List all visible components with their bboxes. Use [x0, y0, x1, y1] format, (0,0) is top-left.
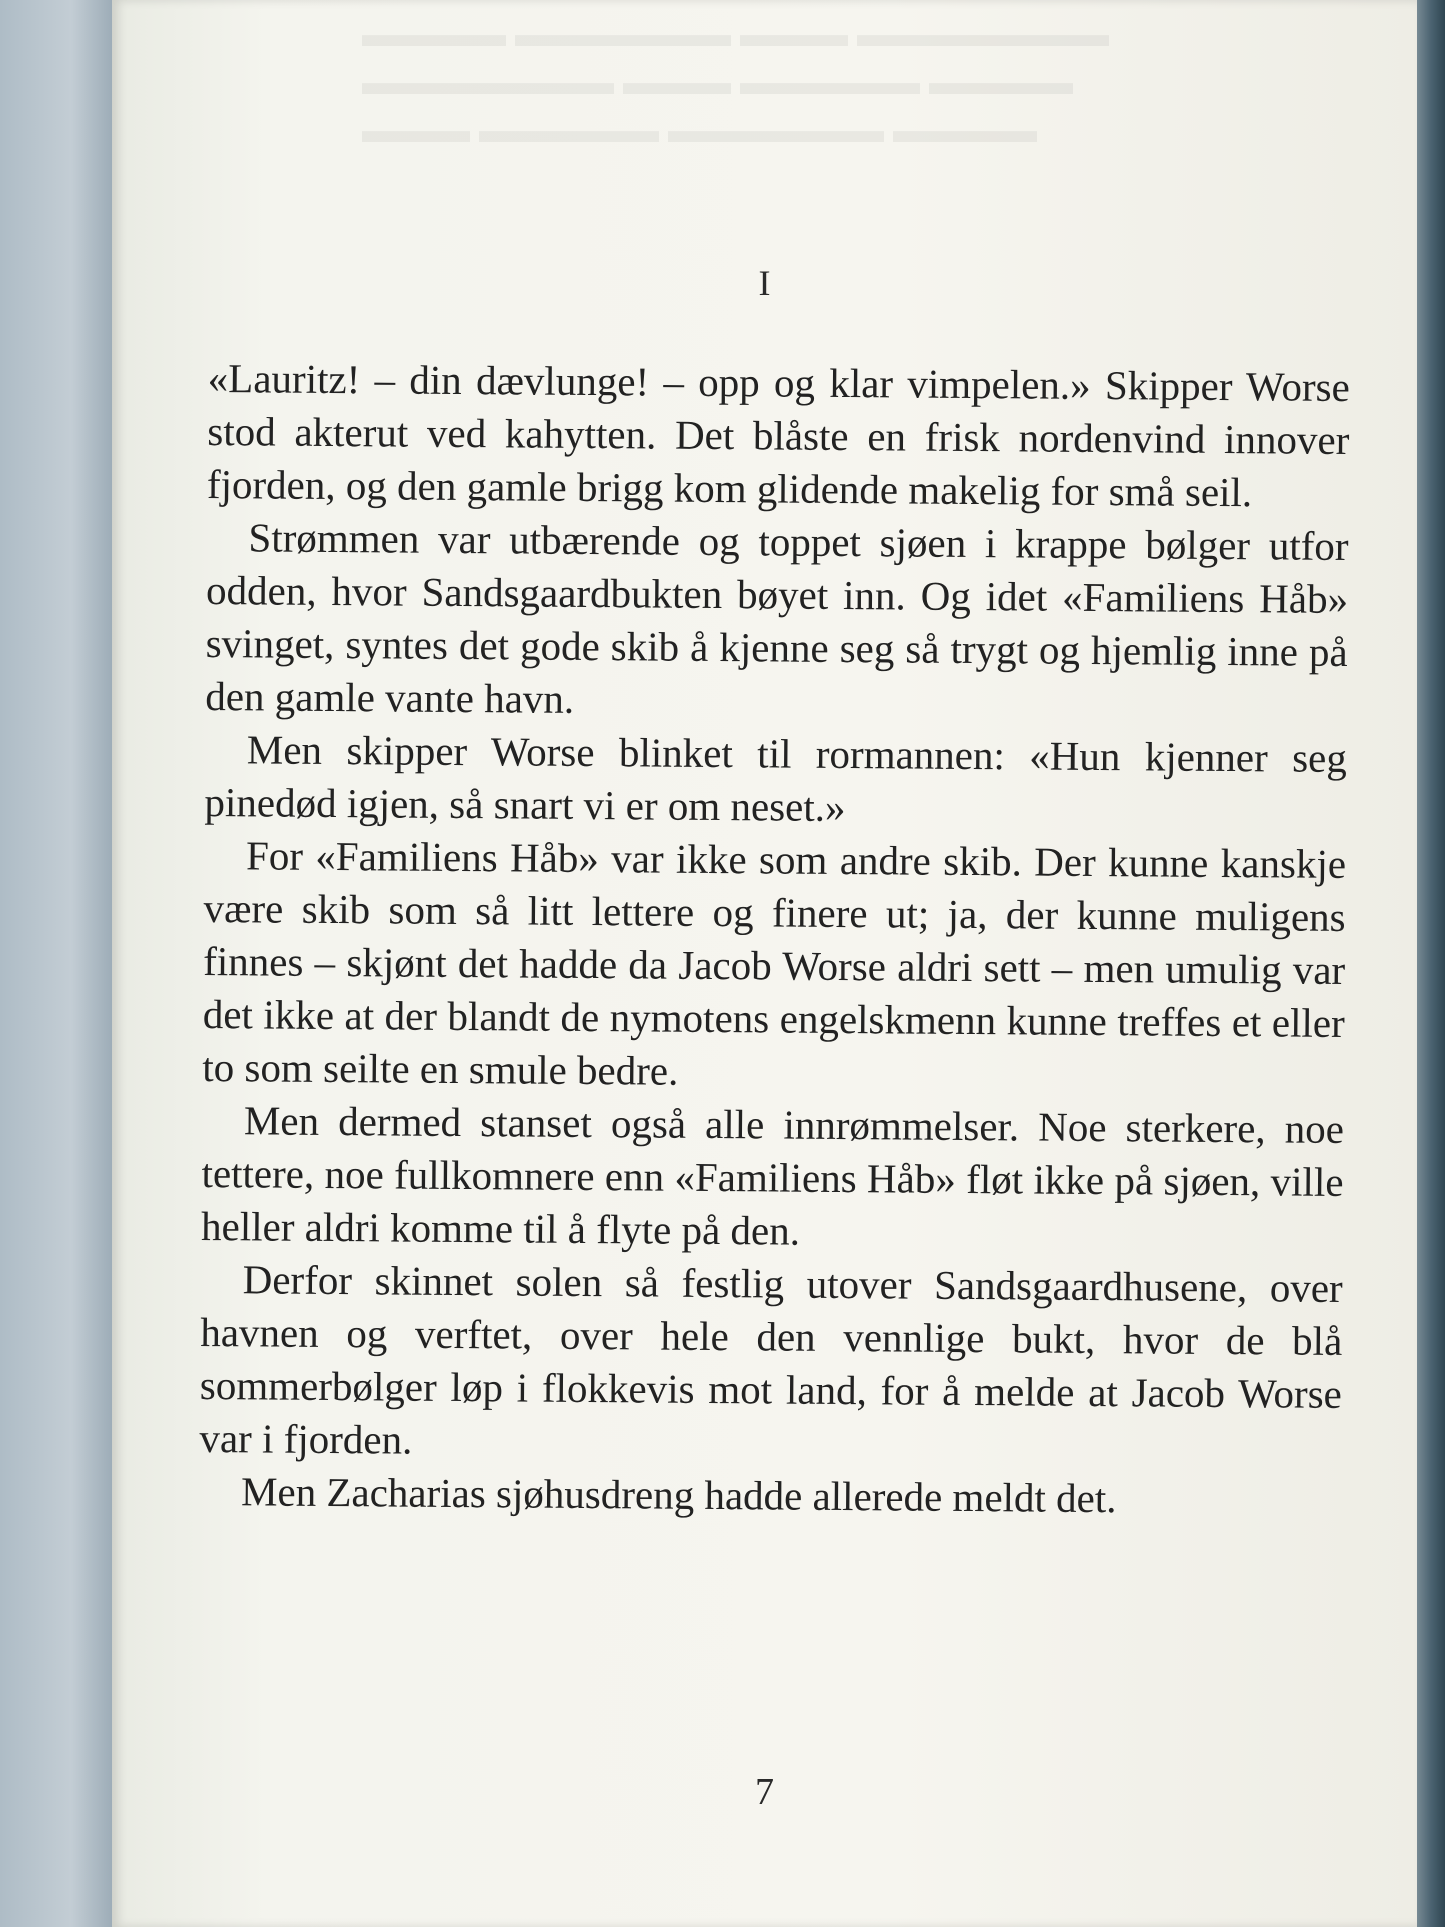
paragraph: Strømmen var utbærende og toppet sjøen i krappe bølger utfor odden, hvor Sandsgaardbukten bøyet inn. Og idet «Familiens Håb» svinget, syntes det gode skib å kjenne seg så trygt og hjemlig inne på den gamle vante havn. [205, 514, 1349, 722]
paragraph: For «Familiens Håb» var ikke som andre skib. Der kunne kanskje være skib som så litt lettere og finere ut; ja, der kunne muligens finnes – skjønt det hadde da Jacob Worse aldri sett – men umulig var det ikke at der blandt de nymotens engelskmenn kunne treffes et eller to som seilte en smule bedre. [202, 832, 1347, 1094]
paragraph: Men Zacharias sjøhusdreng hadde allerede meldt det. [240, 1468, 1117, 1522]
book-spine-edge [0, 0, 118, 1927]
body-text [199, 352, 1350, 1527]
show-through-text: ▬▬▬▬ ▬▬▬▬▬▬ ▬▬▬ ▬▬▬▬▬▬▬ ▬▬▬▬▬▬▬ ▬▬▬ ▬▬▬▬▬ ▬▬▬▬ ▬▬▬ ▬▬▬▬▬ ▬▬▬▬▬▬ ▬▬▬▬ [362, 14, 1109, 150]
paragraph: Derfor skinnet solen så festlig utover Sandsgaardhusene, over havnen og verftet, over hele den vennlige bukt, hvor de blå sommerbølger løp i flokkevis mot land, for å melde at Jacob Worse var i fjorden. [199, 1256, 1343, 1463]
paragraph: Men dermed stanset også alle innrømmelser. Noe sterkere, noe tettere, noe fullkomnere enn «Familiens Håb» fløt ikke på sjøen, ville heller aldri komme til å flyte på den. [200, 1097, 1345, 1254]
paragraph: «Lauritz! – din dævlunge! – opp og klar vimpelen.» Skipper Worse stod akterut ved kahytten. Det blåste en frisk nordenvind innover fjorden, og den gamle brigg kom glidende makelig for små seil. [206, 354, 1350, 516]
chapter-heading: I [758, 263, 771, 303]
paragraph: Men skipper Worse blinket til rormannen: «Hun kjenner seg pinedød igjen, så snart vi er om neset.» [204, 726, 1348, 831]
book-page [112, 0, 1417, 1927]
page-number: 7 [755, 1771, 774, 1813]
